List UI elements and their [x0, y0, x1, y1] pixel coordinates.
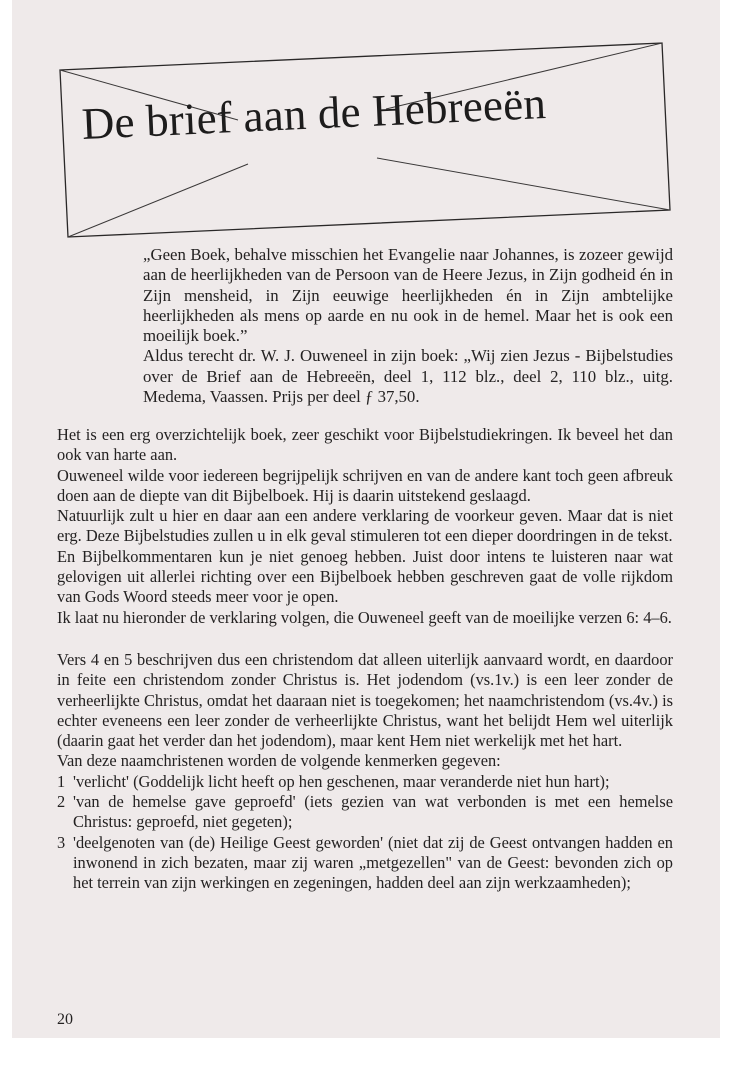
paragraph: Ik laat nu hieronder de verklaring volgen, die Ouweneel geeft van de moeilijke verzen 6: 4–6. [57, 607, 672, 627]
paragraph: Natuurlijk zult u hier en daar aan een andere verklaring de voorkeur geven. Maar dat is niet erg. Deze Bijbelstudies zullen u in elk geval stimuleren tot een dieper doordringen in de tekst. [57, 506, 673, 546]
frame-diagonal-bottom-left [68, 164, 248, 237]
quote-text: „Geen Boek, behalve misschien het Evangelie naar Johannes, is zozeer gewijd aan de heerlijkheden van de Persoon van de Heere Jezus, in Zijn godheid én in Zijn mensheid, in Zijn eeuwige heerlijkheden én in Zijn ambtelijke heerlijkheden als mens op aarde en nu ook in de hemel. Maar het is ook een moeilijk boek.” [143, 245, 673, 346]
explanation-paragraph: Van deze naamchristenen worden de volgende kenmerken gegeven: [57, 751, 501, 771]
paragraph: Ouweneel wilde voor iedereen begrijpelijk schrijven en van de andere kant toch geen afbreuk doen aan de diepte van dit Bijbelboek. Hij is daarin uitstekend geslaagd. [57, 465, 673, 505]
frame-diagonal-bottom-right [377, 158, 670, 210]
list-number: 3 [57, 832, 66, 852]
paragraph: Het is een erg overzichtelijk boek, zeer geschikt voor Bijbelstudiekringen. Ik beveel het dan ook van harte aan. [57, 425, 673, 465]
list-number: 2 [57, 792, 66, 812]
section-gap [57, 628, 673, 650]
list-number: 1 [57, 771, 66, 791]
article-title: De brief aan de Hebreeën [80, 77, 547, 150]
article-body [57, 425, 673, 894]
paragraph: En Bijbelkommentaren kun je niet genoeg hebben. Juist door intens te luisteren naar wat gelovigen uit allerlei richting over een Bijbelboek hebben geschreven gaat de volle rijkdom van Gods Woord steeds meer voor je open. [57, 546, 673, 607]
list-text: 'van de hemelse gave geproefd' (iets gezien van wat verbonden is met een hemelse Christus: geproefd, niet gegeten); [73, 792, 673, 832]
list-item [57, 772, 673, 792]
list-text: 'deelgenoten van (de) Heilige Geest geworden' (niet dat zij de Geest ontvangen hadden en inwonend in zich bezaten, maar zij waren „metgezellen" van de Geest: bevonden zich op het terrein van zijn werkingen en zegeningen, hadden deel aan zijn werkzaamheden); [73, 832, 673, 893]
title-frame [0, 0, 738, 260]
quote-source: Aldus terecht dr. W. J. Ouweneel in zijn boek: „Wij zien Jezus - Bijbelstudies over de Brief aan de Hebreeën, deel 1, 112 blz., deel 2, 110 blz., uitg. Medema, Vaassen. Prijs per deel ƒ 37,50. [143, 346, 673, 407]
page-number: 20 [57, 1011, 73, 1028]
list-item [57, 792, 673, 833]
intro-quote [143, 245, 673, 407]
list-text: 'verlicht' (Goddelijk licht heeft op hen geschenen, maar veranderde niet hun hart); [73, 771, 610, 791]
list-item [57, 833, 673, 894]
explanation-paragraph: Vers 4 en 5 beschrijven dus een christendom dat alleen uiterlijk aanvaard wordt, en daardoor in feite een christendom zonder Christus is. Het jodendom (vs.1v.) is een leer zonder de verheerlijkte Christus, omdat het daaraan niet is toegekomen; het naamchristendom (vs.4v.) is echter eveneens een leer zonder de verheerlijkte Christus, want het belijdt Hem wel uiterlijk (daarin gaat het verder dan het jodendom), maar kent Hem niet werkelijk met het hart. [57, 649, 673, 751]
